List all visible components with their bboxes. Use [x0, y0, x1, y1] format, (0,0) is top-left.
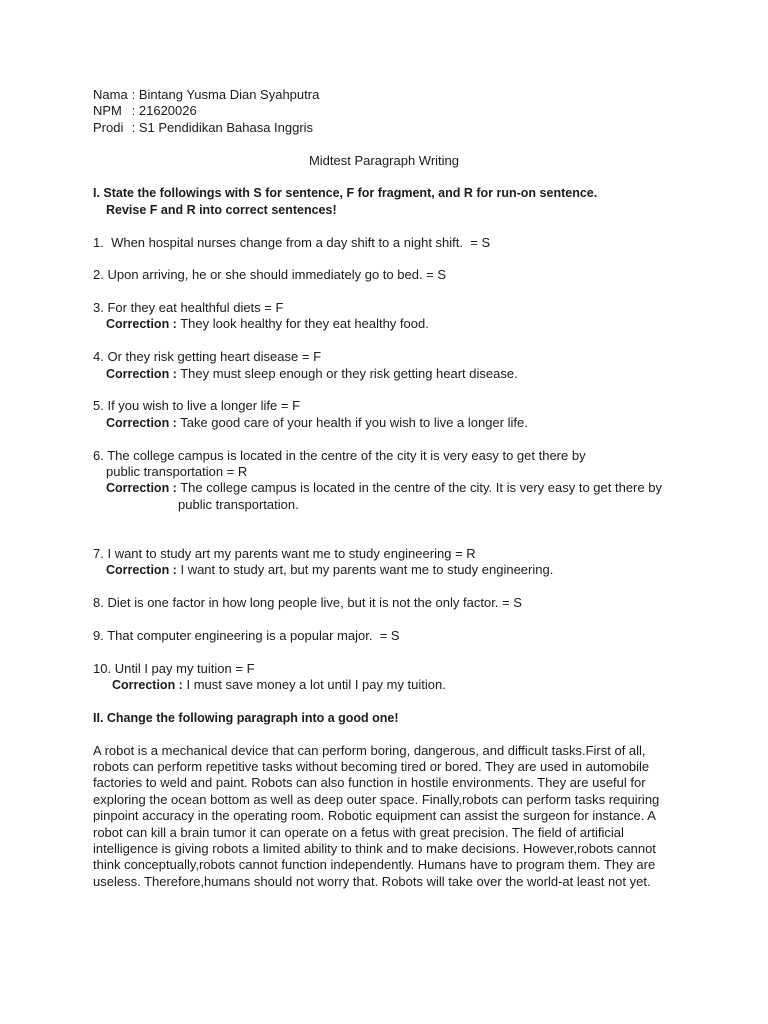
item-number: 6.	[93, 447, 104, 463]
spacer	[0, 169, 768, 185]
document-title: Midtest Paragraph Writing	[308, 152, 460, 168]
item-1	[0, 235, 768, 251]
section-2-heading-text: II. Change the following paragraph into a good one!	[93, 710, 399, 725]
item-sentence: When hospital nurses change from a day shift to a night shift.	[111, 234, 463, 250]
item-sentence: I want to study art my parents want me to study engineering	[107, 545, 452, 561]
field-label: Nama	[93, 87, 128, 102]
item-answer: = F	[264, 300, 284, 316]
paragraph-line: exploring the ocean bottom as well as deep outer space. Finally,robots can perform tasks requiring	[93, 791, 660, 807]
spacer	[0, 136, 768, 152]
spacer	[0, 644, 768, 660]
item-answer: = R	[226, 463, 248, 479]
item-6-continuation	[0, 464, 768, 480]
spacer	[0, 513, 768, 546]
item-9	[0, 628, 768, 644]
item-sentence: If you wish to live a longer life	[107, 398, 278, 414]
item-4-correction	[0, 366, 768, 382]
item-6	[0, 448, 768, 464]
spacer	[0, 382, 768, 398]
spacer	[0, 333, 768, 349]
spacer	[0, 284, 768, 300]
item-number: 5.	[93, 398, 104, 414]
correction-label: Correction :	[106, 481, 177, 496]
item-sentence: Upon arriving, he or she should immediately go to bed.	[107, 267, 423, 283]
item-10	[0, 661, 768, 677]
paragraph-line: A robot is a mechanical device that can perform boring, dangerous, and difficult tasks.First of all,	[93, 742, 646, 758]
item-sentence: The college campus is located in the centre of the city it is very easy to get there by	[107, 447, 586, 463]
item-5-correction	[0, 415, 768, 431]
study-program-line	[0, 120, 768, 136]
student-name: Bintang Yusma Dian Syahputra	[138, 87, 320, 102]
field-separator: :	[131, 103, 136, 119]
item-sentence: Or they risk getting heart disease	[107, 349, 299, 365]
item-7	[0, 546, 768, 562]
student-id-line	[0, 103, 768, 119]
section-2-heading	[0, 710, 768, 726]
correction-label: Correction :	[106, 317, 177, 332]
field-separator: :	[131, 119, 136, 135]
student-name-line	[0, 87, 768, 103]
item-answer: = S	[502, 595, 522, 611]
item-sentence-continuation: public transportation	[106, 463, 224, 479]
item-number: 9.	[93, 627, 104, 643]
item-6-correction	[0, 480, 768, 496]
spacer	[0, 612, 768, 628]
correction-label: Correction :	[106, 366, 177, 381]
section-1-subheading	[0, 202, 768, 218]
paragraph-line: pinpoint accuracy in the operating room. Robotic equipment can assist the surgeon for instance. A	[93, 808, 656, 824]
item-10-correction	[0, 677, 768, 693]
item-number: 2.	[93, 267, 104, 283]
study-program: S1 Pendidikan Bahasa Inggris	[138, 119, 314, 135]
item-sentence: For they eat healthful diets	[107, 300, 261, 316]
item-answer: = S	[426, 267, 447, 283]
item-8	[0, 595, 768, 611]
correction-text: Take good care of your health if you wish to live a longer life.	[180, 414, 528, 430]
correction-text: The college campus is located in the centre of the city. It is very easy to get there by	[180, 480, 662, 496]
item-sentence: Diet is one factor in how long people live, but it is not the only factor.	[107, 595, 499, 611]
item-number: 3.	[93, 300, 104, 316]
correction-text: I must save money a lot until I pay my tuition.	[186, 677, 446, 693]
item-2	[0, 267, 768, 283]
section-1-heading	[0, 185, 768, 201]
student-id: 21620026	[138, 103, 197, 119]
item-number: 4.	[93, 349, 104, 365]
item-answer: = S	[379, 627, 400, 643]
paragraph-line: useless. Therefore,humans should not worry that. Robots will take over the world-at least not yet.	[93, 873, 651, 889]
paragraph-line: robot can kill a brain tumor it can operate on a fetus with great precision. The field of artificial	[93, 824, 624, 840]
item-5	[0, 398, 768, 414]
item-sentence: That computer engineering is a popular major.	[107, 627, 373, 643]
spacer	[0, 726, 768, 742]
item-sentence: Until I pay my tuition	[114, 660, 232, 676]
item-answer: = R	[455, 545, 476, 561]
item-answer: = F	[235, 660, 255, 676]
item-3	[0, 300, 768, 316]
item-number: 10.	[93, 660, 112, 676]
item-number: 7.	[93, 545, 104, 561]
item-6-correction-continuation	[0, 497, 768, 513]
correction-text: They look healthy for they eat healthy food.	[180, 316, 429, 332]
paragraph-line: factories to weld and paint. Robots can also function in hostile environments. They are useful for	[93, 775, 646, 791]
correction-text-continuation: public transportation.	[178, 496, 299, 512]
field-label: Prodi	[93, 119, 124, 135]
item-answer: = F	[280, 398, 301, 414]
paragraph-line: robots can perform repetitive tasks without becoming tired or bored. They are used in automobile	[93, 759, 650, 775]
item-answer: = F	[301, 349, 322, 365]
spacer	[0, 693, 768, 709]
spacer	[0, 431, 768, 447]
section-1-subheading-text: Revise F and R into correct sentences!	[106, 202, 337, 217]
spacer	[0, 251, 768, 267]
correction-label: Correction :	[106, 563, 177, 578]
section-2-paragraph	[0, 743, 768, 891]
paragraph-line: intelligence is giving robots a limited ability to think and to make decisions. However,robots cannot	[93, 840, 656, 856]
item-answer: = S	[470, 234, 491, 250]
correction-label: Correction :	[106, 415, 177, 430]
paragraph-line: think conceptually,robots cannot function independently. Humans have to program them. They are	[93, 857, 656, 873]
correction-label: Correction :	[112, 678, 183, 693]
field-separator: :	[131, 87, 136, 102]
spacer	[0, 579, 768, 595]
correction-text: They must sleep enough or they risk getting heart disease.	[180, 365, 518, 381]
item-number: 8.	[93, 595, 104, 611]
item-7-correction	[0, 562, 768, 578]
item-3-correction	[0, 316, 768, 332]
item-number: 1.	[93, 234, 104, 250]
spacer	[0, 218, 768, 234]
section-1-heading-text: I. State the followings with S for sentence, F for fragment, and R for run-on sentence.	[93, 186, 598, 201]
field-label: NPM	[93, 103, 122, 119]
correction-text: I want to study art, but my parents want me to study engineering.	[180, 562, 554, 578]
item-4	[0, 349, 768, 365]
